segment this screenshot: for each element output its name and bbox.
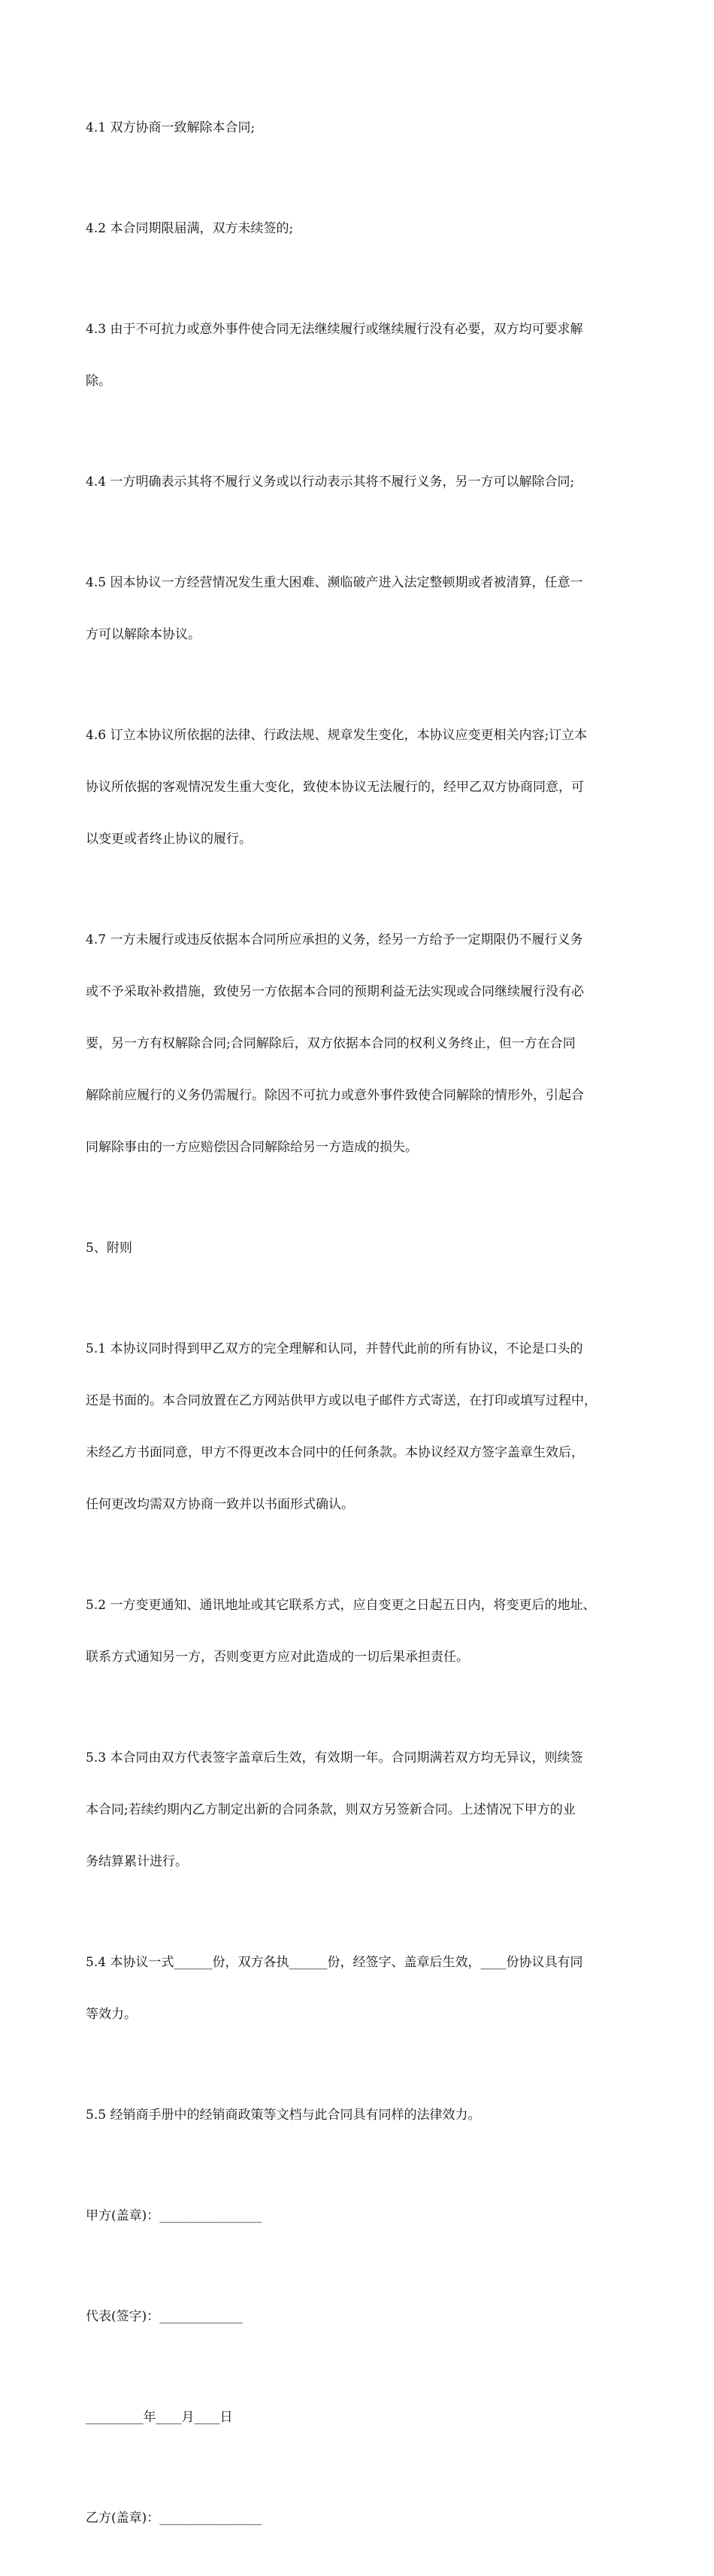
clause-5-5 — [86, 2072, 634, 2159]
text-line: 5.4 本协议一式______份，双方各执______份，经签字、盖章后生效，____份协议具有同 — [86, 1955, 583, 1970]
text-line: 4.3 由于不可抗力或意外事件使合同无法继续履行或继续履行没有必要，双方均可要求解 — [86, 322, 583, 337]
text-line: 方可以解除本协议。 — [86, 627, 201, 642]
text-line: 要，另一方有权解除合同;合同解除后，双方依据本合同的权利义务终止，但一方在合同 — [86, 1036, 576, 1051]
clause-4-2 — [86, 186, 634, 272]
clause-4-4 — [86, 439, 634, 526]
clause-5-2 — [86, 1562, 634, 1701]
text-line: 代表(签字)：_____________ — [86, 2309, 243, 2324]
clause-4-3 — [86, 286, 634, 425]
text-line: 除。 — [86, 374, 111, 389]
text-line: 联系方式通知另一方，否则变更方应对此造成的一切后果承担责任。 — [86, 1650, 469, 1665]
text-line: 5、附则 — [86, 1241, 132, 1256]
date-line — [86, 2374, 634, 2461]
text-line: 同解除事由的一方应赔偿因合同解除给另一方造成的损失。 — [86, 1140, 418, 1155]
text-line: 4.7 一方未履行或违反依据本合同所应承担的义务，经另一方给予一定期限仍不履行义务 — [86, 932, 583, 947]
clause-5-4 — [86, 1920, 634, 2058]
clause-4-7 — [86, 897, 634, 1191]
document-body — [86, 85, 634, 2576]
text-line: 以变更或者终止协议的履行。 — [86, 832, 252, 847]
party-a-seal-line — [86, 2173, 634, 2259]
text-line: _________年____月____日 — [86, 2410, 233, 2425]
text-line: 4.2 本合同期限届满，双方未续签的; — [86, 221, 294, 236]
text-line: 本合同;若续约期内乙方制定出新的合同条款，则双方另签新合同。上述情况下甲方的业 — [86, 1802, 576, 1817]
section-5-heading — [86, 1205, 634, 1292]
text-line: 5.1 本协议同时得到甲乙双方的完全理解和认同，并替代此前的所有协议，不论是口头的 — [86, 1341, 583, 1356]
text-line: 等效力。 — [86, 2007, 137, 2022]
text-line: 5.5 经销商手册中的经销商政策等文档与此合同具有同样的法律效力。 — [86, 2108, 481, 2123]
text-line: 协议所依据的客观情况发生重大变化，致使本协议无法履行的，经甲乙双方协商同意，可 — [86, 780, 584, 795]
clause-5-1 — [86, 1306, 634, 1548]
clause-4-5 — [86, 540, 634, 678]
text-line: 5.3 本合同由双方代表签字盖章后生效，有效期一年。合同期满若双方均无异议，则续签 — [86, 1750, 583, 1765]
text-line: 解除前应履行的义务仍需履行。除因不可抗力或意外事件致使合同解除的情形外，引起合 — [86, 1088, 584, 1103]
text-line: 或不予采取补救措施，致使另一方依据本合同的预期利益无法实现或合同继续履行没有必 — [86, 984, 584, 999]
text-line: 乙方(盖章)：________________ — [86, 2511, 262, 2526]
text-line: 4.1 双方协商一致解除本合同; — [86, 120, 256, 135]
text-line: 还是书面的。本合同放置在乙方网站供甲方或以电子邮件方式寄送，在打印或填写过程中， — [86, 1393, 597, 1408]
clause-4-1 — [86, 85, 634, 171]
text-line: 未经乙方书面同意，甲方不得更改本合同中的任何条款。本协议经双方签字盖章生效后， — [86, 1445, 584, 1460]
text-line: 4.6 订立本协议所依据的法律、行政法规、规章发生变化，本协议应变更相关内容;订立本 — [86, 728, 588, 743]
representative-signature-line — [86, 2274, 634, 2360]
party-b-seal-line — [86, 2475, 634, 2562]
clause-4-6 — [86, 692, 634, 883]
text-line: 5.2 一方变更通知、通讯地址或其它联系方式，应自变更之日起五日内，将变更后的地址、 — [86, 1598, 596, 1613]
text-line: 任何更改均需双方协商一致并以书面形式确认。 — [86, 1497, 354, 1512]
clause-5-3 — [86, 1715, 634, 1905]
text-line: 4.4 一方明确表示其将不履行义务或以行动表示其将不履行义务，另一方可以解除合同; — [86, 474, 575, 489]
text-line: 务结算累计进行。 — [86, 1854, 188, 1869]
text-line: 4.5 因本协议一方经营情况发生重大困难、濒临破产进入法定整顿期或者被清算，任意一 — [86, 575, 583, 590]
text-line: 甲方(盖章)：________________ — [86, 2208, 262, 2223]
